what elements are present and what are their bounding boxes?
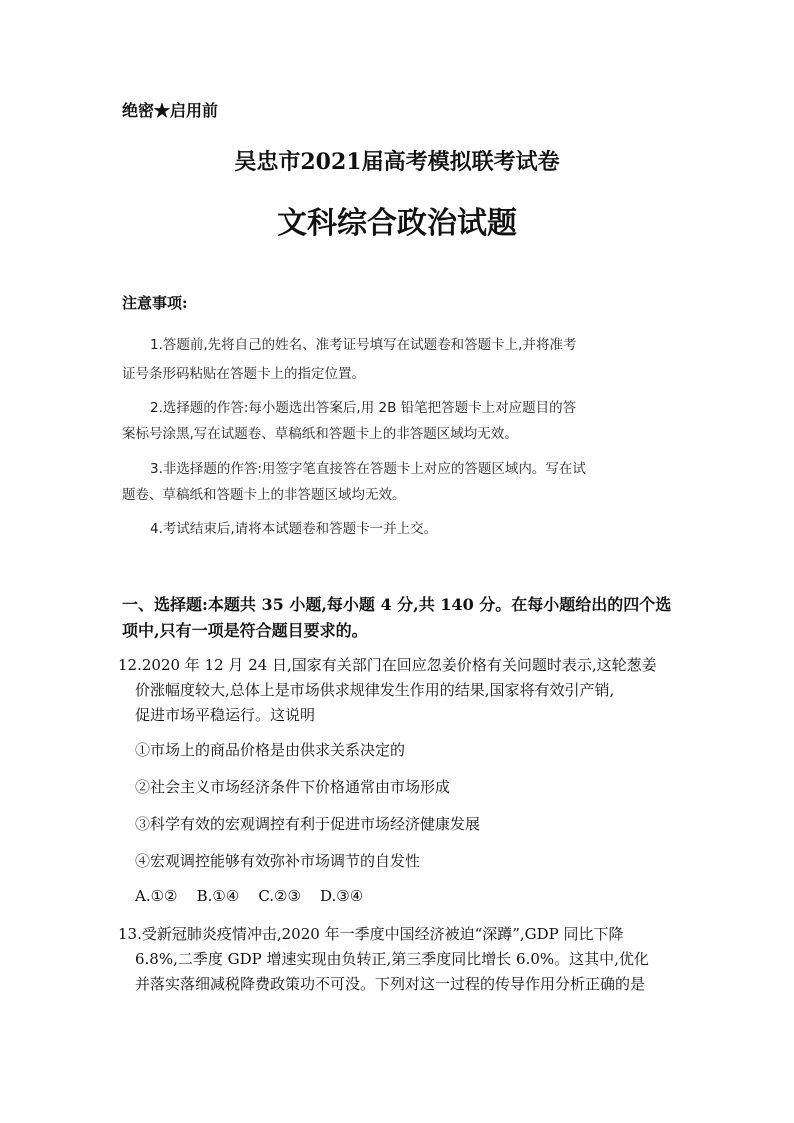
notice-item-4-line1: 4.考试结束后,请将本试题卷和答题卡一并上交。 (150, 521, 438, 537)
q13-stem-line3: 并落实落细减税降费政策功不可没。下列对这一过程的传导作用分析正确的是 (135, 975, 646, 993)
exam-title: 吴忠市2021届高考模拟联考试卷 (234, 149, 560, 175)
subject-title: 文科综合政治试题 (277, 206, 517, 241)
section1-heading-line2: 项中,只有一项是符合题目要求的。 (122, 621, 368, 640)
q13-stem-line1: 13.受新冠肺炎疫情冲击,2020 年一季度中国经济被迫“深蹲”,GDP 同比下降 (118, 925, 624, 943)
q12-stem-line3: 促进市场平稳运行。这说明 (135, 706, 316, 724)
q12-stem-line1: 12.2020 年 12 月 24 日,国家有关部门在回应忽姜价格有关问题时表示,这轮葱姜 (118, 656, 657, 674)
secret-mark: 绝密★启用前 (122, 101, 219, 120)
notice-heading: 注意事项: (122, 294, 188, 312)
q12-choices: A.①② B.①④ C.②③ D.③④ (135, 887, 364, 905)
section1-heading-line1: 一、选择题:本题共 35 小题,每小题 4 分,共 140 分。在每小题给出的四个选 (122, 595, 672, 614)
q12-option-2: ②社会主义市场经济条件下价格通常由市场形成 (135, 778, 451, 796)
q12-stem-line2: 价涨幅度较大,总体上是市场供求规律发生作用的结果,国家将有效引产销, (135, 681, 615, 699)
notice-item-2-line2: 案标号涂黑,写在试题卷、草稿纸和答题卡上的非答题区域均无效。 (122, 426, 518, 442)
q12-option-4: ④宏观调控能够有效弥补市场调节的自发性 (135, 852, 421, 870)
q12-option-1: ①市场上的商品价格是由供求关系决定的 (135, 741, 406, 759)
q12-option-3: ③科学有效的宏观调控有利于促进市场经济健康发展 (135, 815, 481, 833)
notice-item-1-line2: 证号条形码粘贴在答题卡上的指定位置。 (122, 366, 365, 382)
notice-item-3-line2: 题卷、草稿纸和答题卡上的非答题区域均无效。 (122, 487, 406, 503)
notice-item-3-line1: 3.非选择题的作答:用签字笔直接答在答题卡上对应的答题区域内。写在试 (150, 461, 586, 477)
notice-item-2-line1: 2.选择题的作答:每小题选出答案后,用 2B 铅笔把答题卡上对应题目的答 (150, 400, 577, 416)
notice-item-1-line1: 1.答题前,先将自己的姓名、准考证号填写在试题卷和答题卡上,并将准考 (150, 337, 577, 353)
q13-stem-line2: 6.8%,二季度 GDP 增速实现由负转正,第三季度同比增长 6.0%。这其中,优化 (135, 950, 649, 968)
